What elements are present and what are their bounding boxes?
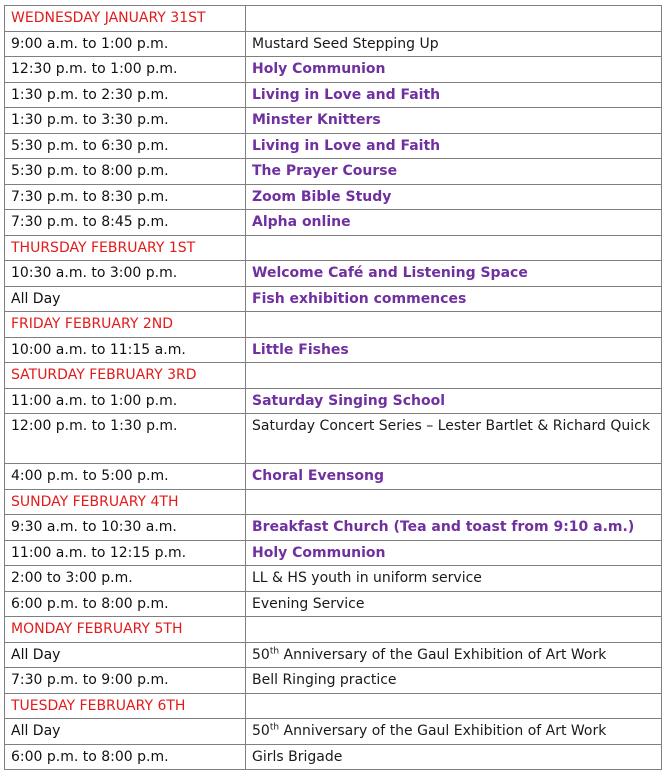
event-row: [5, 108, 662, 134]
event-row: [5, 388, 662, 414]
event-title: [246, 719, 662, 745]
event-title: The Prayer Course: [246, 159, 662, 185]
event-time: 12:30 p.m. to 1:00 p.m.: [5, 57, 246, 83]
event-row: [5, 668, 662, 694]
event-time: All Day: [5, 642, 246, 668]
event-row: [5, 133, 662, 159]
event-title: Fish exhibition commences: [246, 286, 662, 312]
event-row: [5, 82, 662, 108]
ordinal-suffix: th: [269, 722, 280, 733]
event-row: [5, 57, 662, 83]
day-header-row: [5, 235, 662, 261]
event-row: [5, 31, 662, 57]
event-title: Girls Brigade: [246, 744, 662, 770]
event-time: 7:30 p.m. to 8:30 p.m.: [5, 184, 246, 210]
event-row: [5, 540, 662, 566]
event-title: Evening Service: [246, 591, 662, 617]
event-row: [5, 261, 662, 287]
event-title: Zoom Bible Study: [246, 184, 662, 210]
event-time: 10:30 a.m. to 3:00 p.m.: [5, 261, 246, 287]
event-row: [5, 337, 662, 363]
event-time: 9:30 a.m. to 10:30 a.m.: [5, 515, 246, 541]
day-label: TUESDAY FEBRUARY 6TH: [5, 693, 246, 719]
empty-cell: [246, 617, 662, 643]
empty-cell: [246, 235, 662, 261]
event-row: [5, 414, 662, 464]
empty-cell: [246, 693, 662, 719]
event-time: 12:00 p.m. to 1:30 p.m.: [5, 414, 246, 464]
event-title: Holy Communion: [246, 57, 662, 83]
event-title: Saturday Concert Series – Lester Bartlet & Richard Quick: [246, 414, 662, 464]
event-row: [5, 464, 662, 490]
event-row: [5, 184, 662, 210]
event-title: Breakfast Church (Tea and toast from 9:10 a.m.): [246, 515, 662, 541]
day-header-row: [5, 312, 662, 338]
event-row: [5, 591, 662, 617]
event-title: Mustard Seed Stepping Up: [246, 31, 662, 57]
empty-cell: [246, 6, 662, 32]
event-time: 11:00 a.m. to 1:00 p.m.: [5, 388, 246, 414]
event-row: [5, 286, 662, 312]
event-time: 5:30 p.m. to 8:00 p.m.: [5, 159, 246, 185]
day-label: THURSDAY FEBRUARY 1ST: [5, 235, 246, 261]
day-label: SUNDAY FEBRUARY 4TH: [5, 489, 246, 515]
event-time: 10:00 a.m. to 11:15 a.m.: [5, 337, 246, 363]
day-label: MONDAY FEBRUARY 5TH: [5, 617, 246, 643]
event-row: [5, 566, 662, 592]
event-row: [5, 515, 662, 541]
day-header-row: [5, 489, 662, 515]
event-time: 5:30 p.m. to 6:30 p.m.: [5, 133, 246, 159]
event-time: 7:30 p.m. to 8:45 p.m.: [5, 210, 246, 236]
event-time: 7:30 p.m. to 9:00 p.m.: [5, 668, 246, 694]
event-time: All Day: [5, 286, 246, 312]
empty-cell: [246, 312, 662, 338]
event-time: 9:00 a.m. to 1:00 p.m.: [5, 31, 246, 57]
event-title: Saturday Singing School: [246, 388, 662, 414]
event-title: [246, 642, 662, 668]
event-number: 50: [252, 723, 270, 739]
day-label: SATURDAY FEBRUARY 3RD: [5, 363, 246, 389]
event-time: 4:00 p.m. to 5:00 p.m.: [5, 464, 246, 490]
day-header-row: [5, 693, 662, 719]
event-title: Living in Love and Faith: [246, 82, 662, 108]
event-row: [5, 210, 662, 236]
event-title: LL & HS youth in uniform service: [246, 566, 662, 592]
event-title: Minster Knitters: [246, 108, 662, 134]
day-label: FRIDAY FEBRUARY 2ND: [5, 312, 246, 338]
day-header-row: [5, 617, 662, 643]
event-row: [5, 719, 662, 745]
event-title: Welcome Café and Listening Space: [246, 261, 662, 287]
schedule-body: [5, 6, 662, 770]
empty-cell: [246, 363, 662, 389]
empty-cell: [246, 489, 662, 515]
event-text: Anniversary of the Gaul Exhibition of Art Work: [279, 723, 607, 739]
event-row: [5, 744, 662, 770]
schedule-table: [4, 5, 662, 770]
event-number: 50: [252, 646, 270, 663]
event-time: 1:30 p.m. to 2:30 p.m.: [5, 82, 246, 108]
event-time: 11:00 a.m. to 12:15 p.m.: [5, 540, 246, 566]
event-title: Little Fishes: [246, 337, 662, 363]
event-time: 6:00 p.m. to 8:00 p.m.: [5, 591, 246, 617]
ordinal-suffix: th: [269, 645, 280, 656]
event-row: [5, 642, 662, 668]
event-title: Choral Evensong: [246, 464, 662, 490]
day-label: WEDNESDAY JANUARY 31ST: [5, 6, 246, 32]
event-time: All Day: [5, 719, 246, 745]
day-header-row: [5, 6, 662, 32]
event-time: 6:00 p.m. to 8:00 p.m.: [5, 744, 246, 770]
day-header-row: [5, 363, 662, 389]
event-title: Bell Ringing practice: [246, 668, 662, 694]
event-time: 2:00 to 3:00 p.m.: [5, 566, 246, 592]
event-time: 1:30 p.m. to 3:30 p.m.: [5, 108, 246, 134]
event-title: Living in Love and Faith: [246, 133, 662, 159]
event-title: Alpha online: [246, 210, 662, 236]
event-row: [5, 159, 662, 185]
event-title: Holy Communion: [246, 540, 662, 566]
event-text: Anniversary of the Gaul Exhibition of Art Work: [279, 646, 607, 663]
